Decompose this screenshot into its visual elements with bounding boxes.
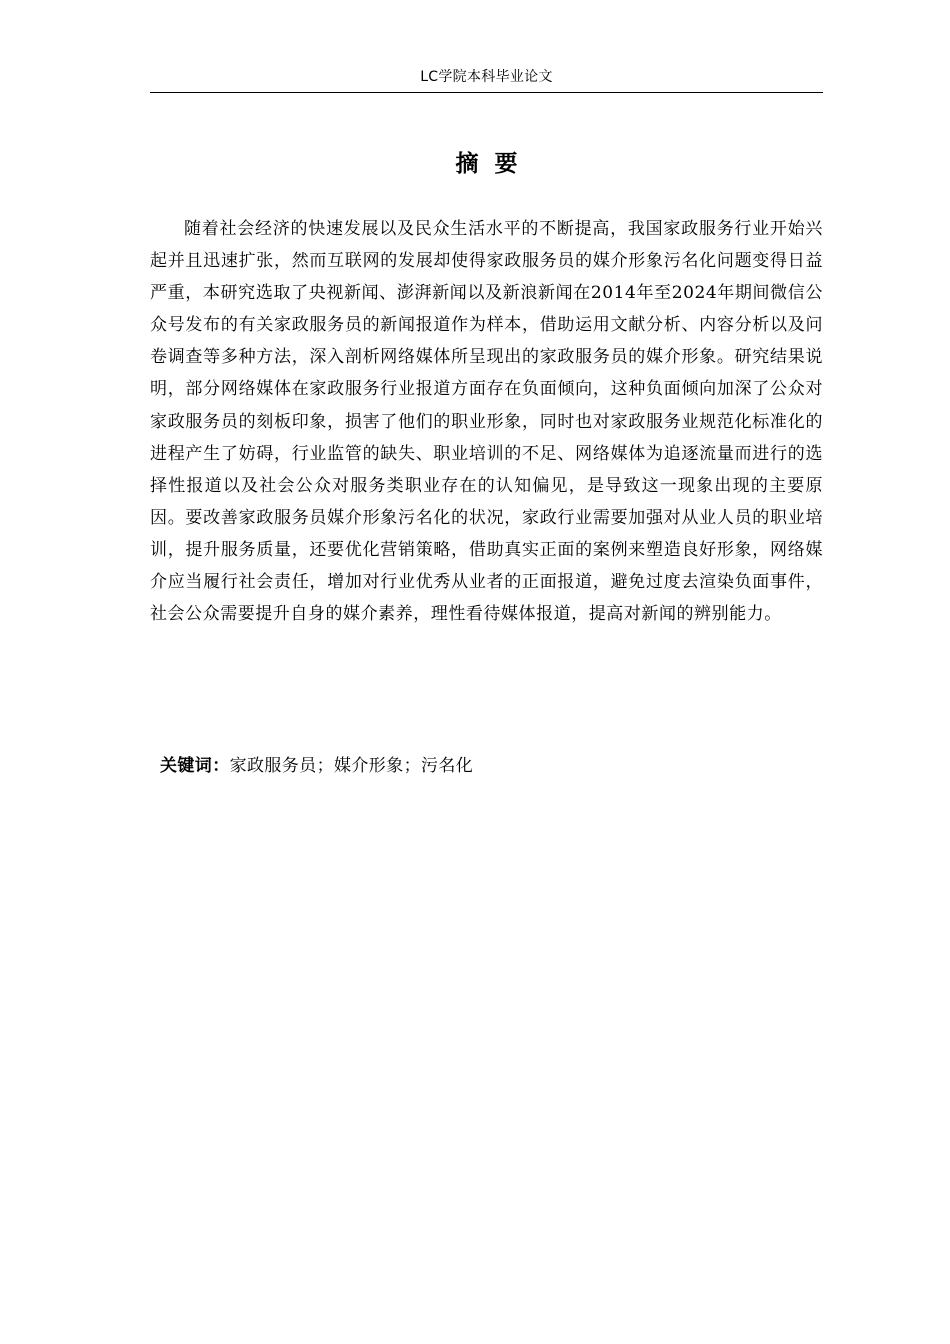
keywords-value: 家政服务员；媒介形象；污名化 (229, 756, 474, 776)
abstract-body: 随着社会经济的快速发展以及民众生活水平的不断提高，我国家政服务行业开始兴起并且迅速扩张，然而互联网的发展却使得家政服务员的媒介形象污名化问题变得日益严重，本研究选取了央视新闻、澎湃新闻以及新浪新闻在2014年至2024年期间微信公众号发布的有关家政服务员的新闻报道作为样本，借助运用文献分析、内容分析以及问卷调查等多种方法，深入剖析网络媒体所呈现出的家政服务员的媒介形象。研究结果说明，部分网络媒体在家政服务行业报道方面存在负面倾向，这种负面倾向加深了公众对家政服务员的刻板印象，损害了他们的职业形象，同时也对家政服务业规范化标准化的进程产生了妨碍，行业监管的缺失、职业培训的不足、网络媒体为追逐流量而进行的选择性报道以及社会公众对服务类职业存在的认知偏见，是导致这一现象出现的主要原因。要改善家政服务员媒介形象污名化的状况，家政行业需要加强对从业人员的职业培训，提升服务质量，还要优化营销策略，借助真实正面的案例来塑造良好形象，网络媒介应当履行社会责任，增加对行业优秀从业者的正面报道，避免过度去渲染负面事件，社会公众需要提升自身的媒介素养，理性看待媒体报道，提高对新闻的辨别能力。 (150, 219, 823, 625)
keywords-line (150, 750, 833, 782)
abstract-title: 摘 要 (455, 151, 518, 177)
running-header: LC学院本科毕业论文 (420, 69, 553, 85)
header-rule (150, 92, 823, 93)
keywords-label: 关键词： (160, 756, 230, 776)
